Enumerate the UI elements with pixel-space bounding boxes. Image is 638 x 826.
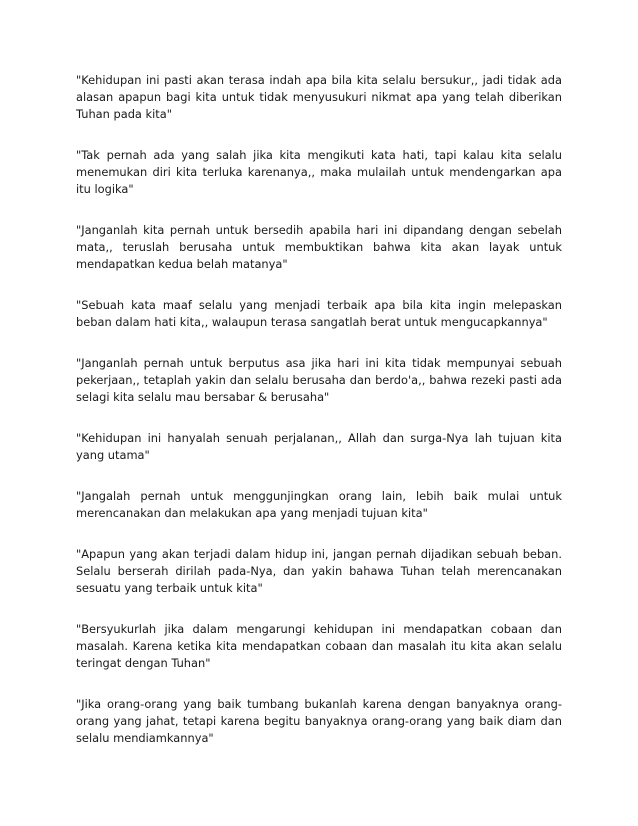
quote-paragraph: "Kehidupan ini pasti akan terasa indah apa bila kita selalu bersukur,, jadi tidak ada alasan apapun bagi kita untuk tidak menyusukuri nikmat apa yang telah diberikan Tuhan pada kita" [76,73,562,121]
quote-paragraph: "Jika orang-orang yang baik tumbang bukanlah karena dengan banyaknya orang-orang yang jahat, tetapi karena begitu banyaknya orang-orang yang baik diam dan selalu mendiamkannya" [76,697,562,745]
quote-paragraph: "Janganlah kita pernah untuk bersedih apabila hari ini dipandang dengan sebelah mata,, teruslah berusaha untuk membuktikan bahwa kita akan layak untuk mendapatkan kedua belah matanya" [76,223,562,271]
quote-paragraph: "Sebuah kata maaf selalu yang menjadi terbaik apa bila kita ingin melepaskan beban dalam hati kita,, walaupun terasa sangatlah berat untuk mengucapkannya" [76,298,562,329]
quote-paragraph: "Kehidupan ini hanyalah senuah perjalanan,, Allah dan surga-Nya lah tujuan kita yang utama" [76,431,562,462]
quote-list [76,72,562,771]
quote-paragraph: "Janganlah pernah untuk berputus asa jika hari ini kita tidak mempunyai sebuah pekerjaan,, tetaplah yakin dan selalu berusaha dan berdo'a,, bahwa rezeki pasti ada selagi kita selalu mau bersabar & berusaha" [76,356,562,404]
quote-paragraph: "Tak pernah ada yang salah jika kita mengikuti kata hati, tapi kalau kita selalu menemukan diri kita terluka karenanya,, maka mulailah untuk mendengarkan apa itu logika" [76,148,562,196]
quote-paragraph: "Jangalah pernah untuk menggunjingkan orang lain, lebih baik mulai untuk merencanakan dan melakukan apa yang menjadi tujuan kita" [76,489,562,520]
quote-paragraph: "Apapun yang akan terjadi dalam hidup ini, jangan pernah dijadikan sebuah beban. Selalu berserah dirilah pada-Nya, dan yakin bahawa Tuhan telah merencanakan sesuatu yang terbaik untuk kita" [76,547,562,595]
quote-paragraph: "Bersyukurlah jika dalam mengarungi kehidupan ini mendapatkan cobaan dan masalah. Karena ketika kita mendapatkan cobaan dan masalah itu kita akan selalu teringat dengan Tuhan" [76,622,562,670]
